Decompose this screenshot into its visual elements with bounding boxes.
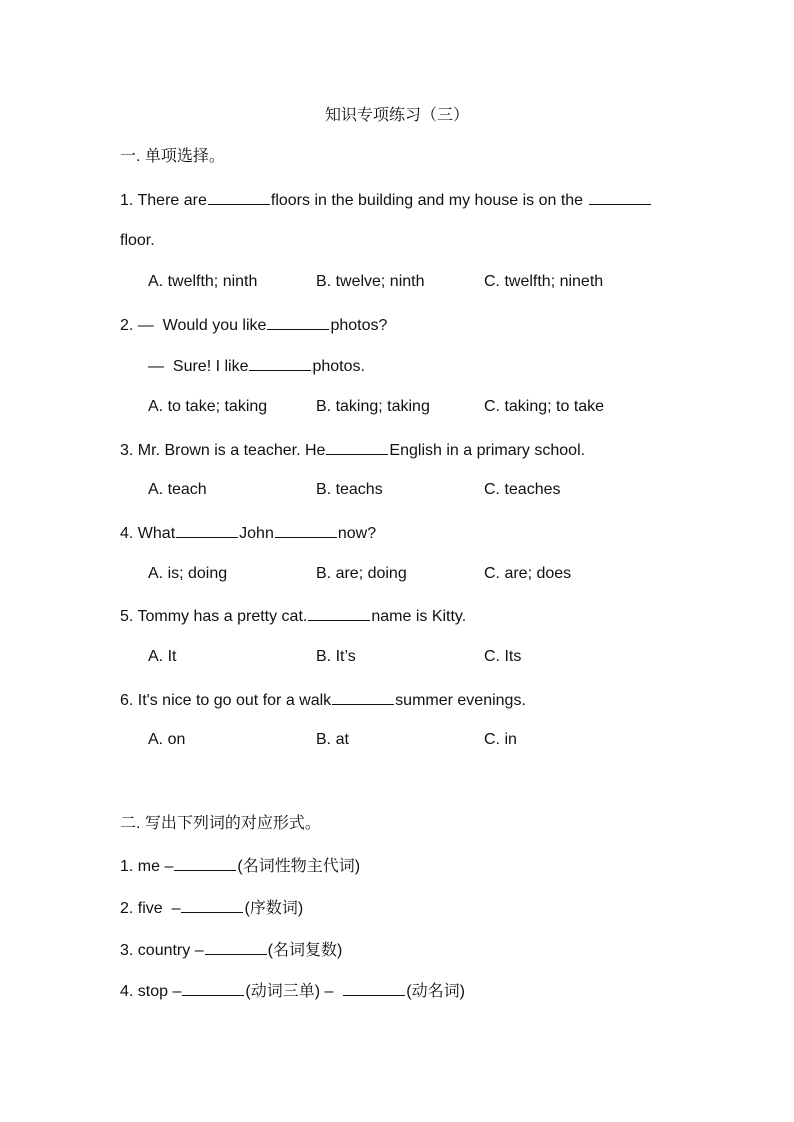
question-text: name is Kitty. [371, 608, 467, 625]
option-c[interactable]: C. taking; to take [484, 398, 605, 415]
question-text: — Sure! I like [148, 358, 249, 375]
item-hint: (名词性物主代词) [237, 858, 361, 875]
answer-blank[interactable] [181, 897, 243, 913]
page-title: 知识专项练习（三） [324, 107, 469, 124]
question-1 [120, 189, 652, 211]
item-text: 1. me – [120, 858, 174, 875]
answer-blank[interactable] [176, 522, 238, 538]
question-text: 5. Tommy has a pretty cat. [120, 608, 308, 625]
question-6 [120, 689, 526, 711]
answer-blank[interactable] [275, 522, 337, 538]
answer-blank[interactable] [326, 439, 388, 455]
option-a[interactable]: A. is; doing [148, 565, 228, 582]
question-text: now? [337, 525, 377, 542]
option-b[interactable]: B. taking; taking [316, 398, 430, 415]
question-1-options [148, 272, 652, 292]
option-a[interactable]: A. twelfth; ninth [148, 273, 258, 290]
word-form-item [120, 939, 342, 961]
question-text: floors in the building and my house is on the [270, 192, 588, 209]
item-hint: (动词三单) – [245, 983, 343, 1000]
word-form-item [120, 980, 465, 1002]
answer-blank[interactable] [332, 689, 394, 705]
option-a[interactable]: A. on [148, 731, 186, 748]
answer-blank[interactable] [205, 939, 267, 955]
question-2-options [148, 397, 652, 417]
question-text: 4. What [120, 525, 176, 542]
question-text: John [239, 525, 274, 542]
item-hint: (动名词) [406, 983, 465, 1000]
answer-blank[interactable] [308, 605, 370, 621]
question-text: English in a primary school. [389, 442, 586, 459]
section-2-heading: 二. 写出下列词的对应形式。 [120, 815, 321, 832]
option-b[interactable]: B. are; doing [316, 565, 407, 582]
question-text: photos? [330, 317, 388, 334]
question-4-options [148, 564, 652, 584]
option-c[interactable]: C. teaches [484, 481, 561, 498]
option-b[interactable]: B. It’s [316, 648, 356, 665]
question-text: 6. It's nice to go out for a walk [120, 692, 332, 709]
option-c[interactable]: C. are; does [484, 565, 572, 582]
answer-blank[interactable] [343, 980, 405, 996]
question-6-options [148, 730, 652, 750]
answer-blank[interactable] [249, 355, 311, 371]
question-1-continued: floor. [120, 232, 155, 249]
option-c[interactable]: C. twelfth; nineth [484, 273, 604, 290]
item-hint: (名词复数) [267, 942, 343, 959]
question-2 [120, 314, 387, 336]
question-2-reply [148, 355, 365, 377]
option-b[interactable]: B. at [316, 731, 349, 748]
question-5 [120, 605, 466, 627]
item-text: 4. stop – [120, 983, 182, 1000]
item-hint: (序数词) [244, 900, 304, 917]
option-c[interactable]: C. Its [484, 648, 522, 665]
question-3-options [148, 480, 652, 500]
question-3 [120, 439, 585, 461]
option-a[interactable]: A. It [148, 648, 177, 665]
question-text: 3. Mr. Brown is a teacher. He [120, 442, 326, 459]
answer-blank[interactable] [589, 189, 651, 205]
item-text: 2. five – [120, 900, 181, 917]
word-form-item [120, 897, 303, 919]
question-text: photos. [312, 358, 365, 375]
question-text: 1. There are [120, 192, 207, 209]
question-5-options [148, 647, 652, 667]
question-text: 2. — Would you like [120, 317, 267, 334]
option-c[interactable]: C. in [484, 731, 517, 748]
answer-blank[interactable] [208, 189, 270, 205]
answer-blank[interactable] [174, 855, 236, 871]
answer-blank[interactable] [182, 980, 244, 996]
answer-blank[interactable] [267, 314, 329, 330]
option-a[interactable]: A. to take; taking [148, 398, 268, 415]
option-b[interactable]: B. twelve; ninth [316, 273, 425, 290]
item-text: 3. country – [120, 942, 204, 959]
option-b[interactable]: B. teachs [316, 481, 383, 498]
option-a[interactable]: A. teach [148, 481, 207, 498]
word-form-item [120, 855, 360, 877]
question-4 [120, 522, 376, 544]
question-text: summer evenings. [395, 692, 526, 709]
section-1-heading: 一. 单项选择。 [120, 148, 225, 165]
